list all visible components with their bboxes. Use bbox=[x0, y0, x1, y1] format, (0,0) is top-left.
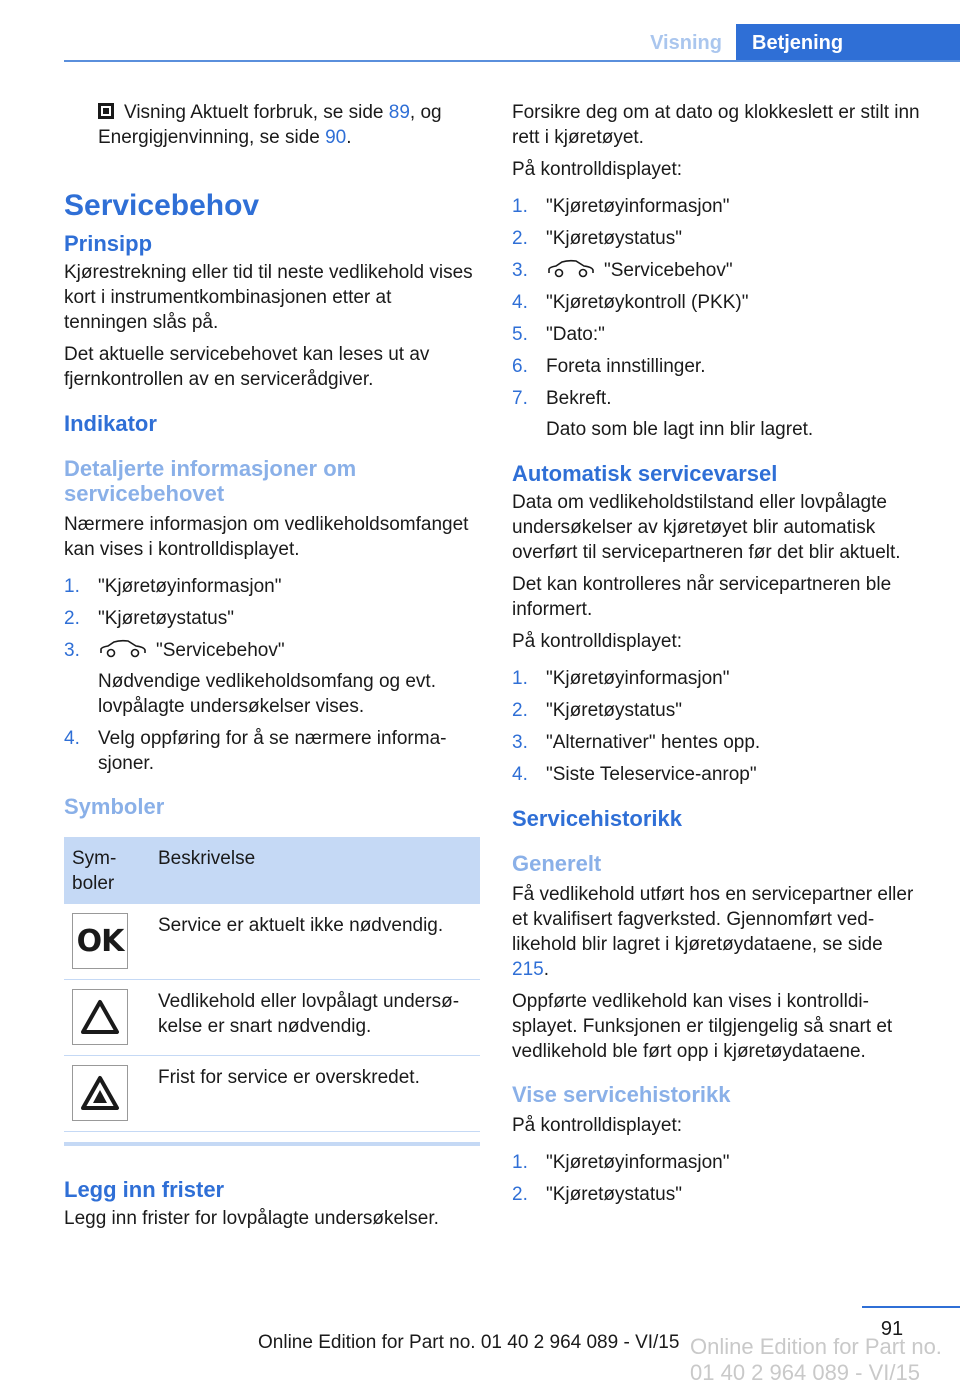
step-number: 4. bbox=[512, 764, 528, 785]
step-number: 2. bbox=[64, 608, 80, 629]
list-item bbox=[64, 726, 476, 776]
table-cell: Frist for service er overskredet. bbox=[150, 1056, 480, 1132]
car-service-icon bbox=[546, 259, 596, 279]
table-cell: Vedlikehold eller lovpålagt undersøkelse er snart nødvendig. bbox=[150, 980, 480, 1056]
list-item bbox=[64, 638, 476, 719]
warning-triangle-icon bbox=[72, 989, 128, 1045]
footer-rule bbox=[862, 1306, 960, 1308]
ok-icon bbox=[72, 913, 128, 969]
warning-triangle-filled-icon bbox=[72, 1065, 128, 1121]
step-text: "Kjøretøyinformasjon" bbox=[98, 576, 282, 597]
step-text: Velg oppføring for å se nærmere informasjoner. bbox=[98, 728, 447, 774]
symbols-table bbox=[64, 837, 480, 1132]
step-number: 4. bbox=[512, 292, 528, 313]
car-service-icon bbox=[98, 639, 148, 659]
page-number: 91 bbox=[880, 1318, 904, 1340]
list-item bbox=[512, 194, 924, 219]
step-number: 2. bbox=[512, 1184, 528, 1205]
list-item bbox=[64, 606, 476, 631]
heading-prinsipp: Prinsipp bbox=[64, 231, 153, 256]
list-item bbox=[512, 322, 924, 347]
step-text: "Servicebehov" bbox=[604, 260, 733, 281]
step-text: "Kjøretøyinformasjon" bbox=[546, 1152, 730, 1173]
step-number: 3. bbox=[512, 260, 528, 281]
table-row bbox=[64, 904, 480, 980]
step-text: "Dato:" bbox=[546, 324, 605, 345]
intro-text: , og Energigjenvinning, se side bbox=[98, 102, 442, 148]
steps-list bbox=[64, 574, 476, 776]
step-text: "Siste Teleservice-anrop" bbox=[546, 764, 757, 785]
step-text: Foreta innstillinger. bbox=[546, 356, 706, 377]
step-number: 2. bbox=[512, 228, 528, 249]
step-text: "Kjøretøystatus" bbox=[98, 608, 234, 629]
step-text: Bekreft. bbox=[546, 388, 612, 409]
heading-servicehistorikk: Servicehistorikk bbox=[512, 806, 682, 831]
step-number: 5. bbox=[512, 324, 528, 345]
display-button-icon bbox=[98, 103, 114, 119]
step-subtext: Nødvendige vedlikeholdsomfang og evt. lovpålagte undersøkelser vises. bbox=[98, 671, 436, 717]
tab-betjening[interactable]: Betjening bbox=[736, 24, 960, 62]
table-cell bbox=[64, 1056, 150, 1132]
table-cell bbox=[64, 904, 150, 980]
left-column bbox=[64, 100, 476, 1238]
steps-list bbox=[512, 1150, 924, 1207]
list-item bbox=[512, 354, 924, 379]
ok-icon-label: OK bbox=[76, 923, 124, 959]
step-number: 3. bbox=[64, 640, 80, 661]
paragraph bbox=[512, 882, 924, 982]
subheading-generelt: Generelt bbox=[512, 851, 602, 876]
paragraph: På kontrolldisplayet: bbox=[512, 631, 683, 652]
list-item bbox=[512, 666, 924, 691]
subheading-detaljerte: Detaljerte informasjoner om servicebehovet bbox=[64, 456, 357, 506]
list-item bbox=[512, 730, 924, 755]
paragraph-text: . bbox=[543, 959, 549, 980]
watermark: Online Edition for Part no. 01 40 2 964 089 - VI/15 bbox=[690, 1334, 942, 1385]
step-number: 3. bbox=[512, 732, 528, 753]
step-number: 4. bbox=[64, 728, 80, 749]
step-number: 1. bbox=[64, 576, 80, 597]
step-subtext: Dato som ble lagt inn blir lagret. bbox=[546, 419, 814, 440]
tab-visning[interactable]: Visning bbox=[650, 32, 722, 54]
column-header-symbols: Symboler bbox=[64, 837, 150, 904]
paragraph: Nærmere informasjon om vedlikeholdsomfanget kan vises i kontrolldisplayet. bbox=[64, 514, 469, 560]
header-rule bbox=[64, 60, 960, 62]
heading-automatisk-servicevarsel: Automatisk servicevarsel bbox=[512, 461, 778, 486]
step-text: "Kjøretøykontroll (PKK)" bbox=[546, 292, 749, 313]
paragraph: Legg inn frister for lovpålagte undersøkelser. bbox=[64, 1208, 439, 1229]
step-number: 6. bbox=[512, 356, 528, 377]
heading-symboler: Symboler bbox=[64, 794, 165, 819]
list-item bbox=[64, 574, 476, 599]
subheading-vise-servicehistorikk: Vise servicehistorikk bbox=[512, 1082, 731, 1107]
paragraph: På kontrolldisplayet: bbox=[512, 1115, 683, 1136]
table-row bbox=[64, 980, 480, 1056]
page-link-90[interactable]: 90 bbox=[325, 127, 347, 148]
heading-legg-inn-frister: Legg inn frister bbox=[64, 1177, 225, 1202]
list-item bbox=[512, 698, 924, 723]
heading-indikator: Indikator bbox=[64, 411, 157, 436]
paragraph: Data om vedlikeholdstilstand eller lovpålagte undersøkelser av kjøretøyet blir automatisk overført til servicepartneren før det blir aktuelt. bbox=[512, 492, 901, 563]
table-end-rule bbox=[64, 1142, 480, 1146]
intro-text: Visning Aktuelt forbruk, se side bbox=[124, 102, 389, 123]
list-item bbox=[512, 226, 924, 251]
right-column bbox=[512, 100, 924, 1221]
paragraph: Oppførte vedlikehold kan vises i kontrolldisplayet. Funksjonen er tilgjengelig så snart et vedlikehold ble ført opp i kjøretøydataene. bbox=[512, 991, 893, 1062]
page-link-215[interactable]: 215 bbox=[512, 959, 544, 980]
paragraph: Det kan kontrolleres når servicepartneren ble informert. bbox=[512, 574, 892, 620]
page-title: Servicebehov bbox=[64, 189, 260, 222]
intro-text: . bbox=[346, 127, 352, 148]
paragraph: Forsikre deg om at dato og klokkeslett er stilt inn rett i kjøretøyet. bbox=[512, 102, 920, 148]
edition-text: Online Edition for Part no. 01 40 2 964 089 - VI/15 bbox=[258, 1332, 680, 1353]
step-text: "Kjøretøyinformasjon" bbox=[546, 668, 730, 689]
table-header-row bbox=[64, 837, 480, 904]
step-number: 2. bbox=[512, 700, 528, 721]
list-item bbox=[512, 258, 924, 283]
step-number: 1. bbox=[512, 668, 528, 689]
step-text: "Alternativer" hentes opp. bbox=[546, 732, 761, 753]
intro-paragraph bbox=[64, 100, 476, 150]
step-text: "Kjøretøystatus" bbox=[546, 228, 682, 249]
steps-list bbox=[512, 194, 924, 442]
step-number: 1. bbox=[512, 196, 528, 217]
list-item bbox=[512, 290, 924, 315]
paragraph: På kontrolldisplayet: bbox=[512, 159, 683, 180]
paragraph: Det aktuelle servicebehovet kan leses ut av fjernkontrollen av en servicerådgiver. bbox=[64, 344, 430, 390]
list-item bbox=[512, 762, 924, 787]
list-item bbox=[512, 386, 924, 442]
table-cell bbox=[64, 980, 150, 1056]
table-cell: Service er aktuelt ikke nødvendig. bbox=[150, 904, 480, 980]
step-text: "Kjøretøyinformasjon" bbox=[546, 196, 730, 217]
step-text: "Kjøretøystatus" bbox=[546, 1184, 682, 1205]
steps-list bbox=[512, 666, 924, 787]
paragraph: Kjørestrekning eller tid til neste vedlikehold vises kort i instrumentkombinasjonen etter at tenningen slås på. bbox=[64, 262, 473, 333]
table-row bbox=[64, 1056, 480, 1132]
step-number: 7. bbox=[512, 388, 528, 409]
list-item bbox=[512, 1182, 924, 1207]
step-text: "Kjøretøystatus" bbox=[546, 700, 682, 721]
column-header-description: Beskrivelse bbox=[150, 837, 480, 904]
step-text: "Servicebehov" bbox=[156, 640, 285, 661]
list-item bbox=[512, 1150, 924, 1175]
step-number: 1. bbox=[512, 1152, 528, 1173]
page-link-89[interactable]: 89 bbox=[388, 102, 410, 123]
paragraph-text: Få vedlikehold utført hos en servicepartner eller et kvalifisert fagverksted. Gjennomført vedlikehold blir lagret i kjøretøydataene, se side bbox=[512, 884, 914, 955]
